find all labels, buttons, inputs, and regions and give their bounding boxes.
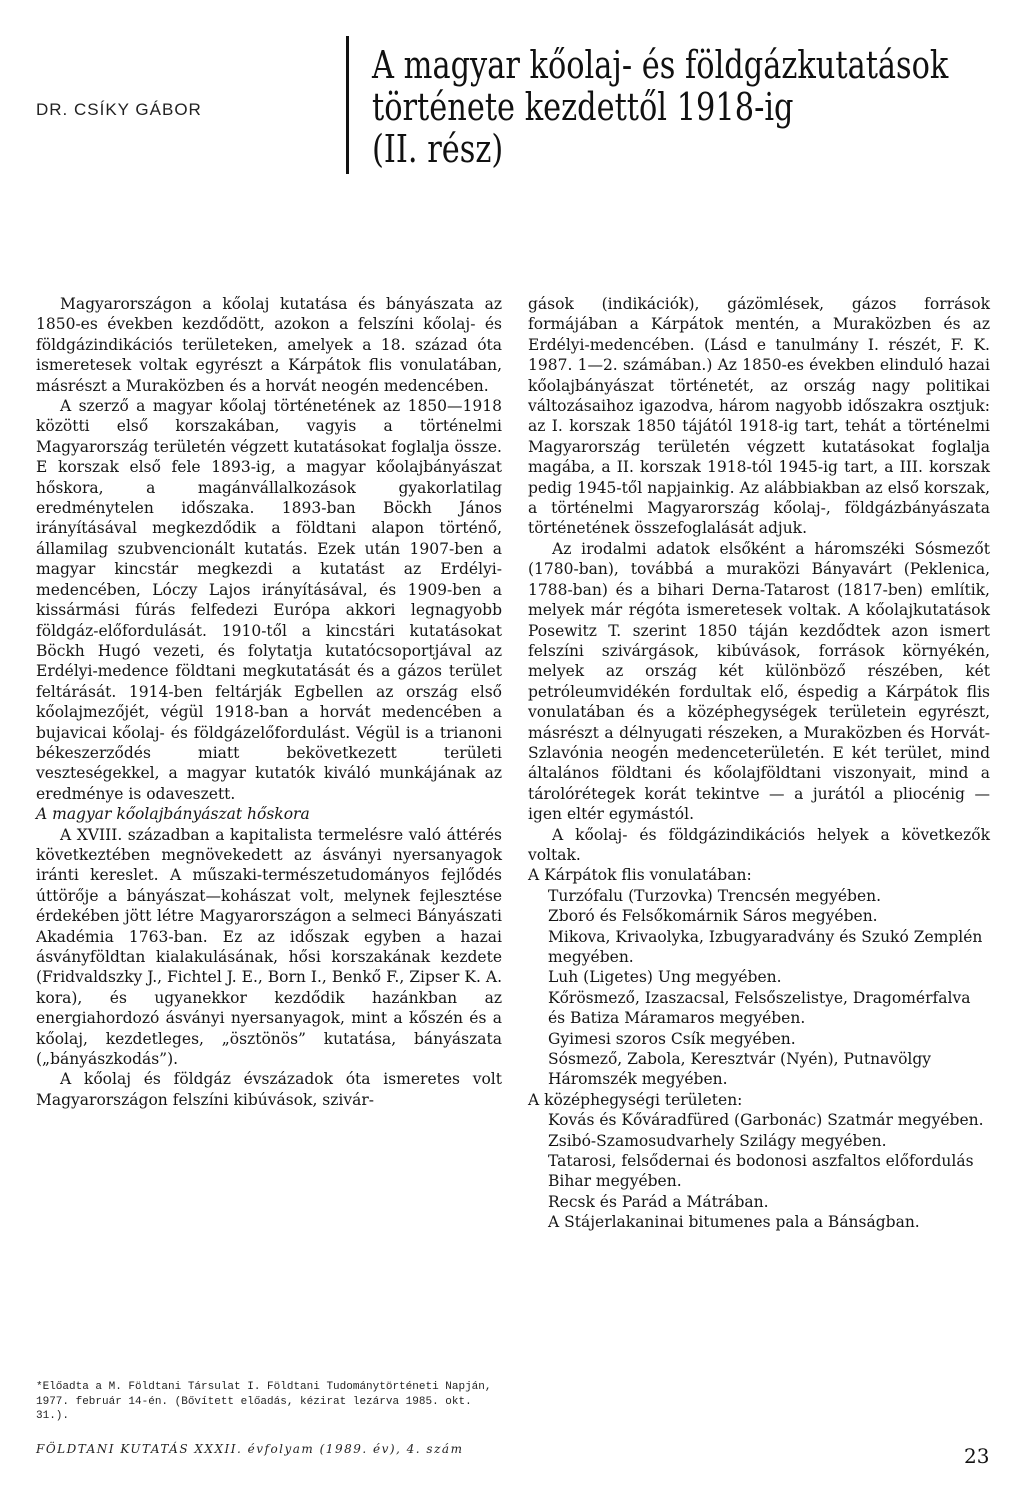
list-item: Gyimesi szoros Csík megyében.: [548, 1029, 796, 1048]
right-column: [528, 294, 990, 1233]
intro-paragraph: Magyarországon a kőolaj kutatása és bányászata az 1850-es években kezdődött, azokon a felszíni kőolaj- és földgázindikációs területeken, amelyek a 18. század óta ismeretesek voltak egyrészt a Kárpátok flis vonulatában, másrészt a Muraközben és a horvát neogén medencében.: [36, 295, 502, 395]
section-subheading: A magyar kőolajbányászat hőskora: [36, 805, 310, 824]
list-heading-midmountain: A középhegységi területen:: [528, 1090, 743, 1109]
title-line-3: (II. rész): [372, 127, 504, 171]
list-item: Luh (Ligetes) Ung megyében.: [548, 968, 782, 987]
body-paragraph: A kőolaj- és földgázindikációs helyek a következők voltak.: [528, 825, 990, 864]
page-number: 23: [964, 1444, 990, 1468]
location-list-midmountain: [528, 1110, 990, 1232]
list-item: Zboró és Felsőkomárnik Sáros megyében.: [548, 907, 878, 926]
title-line-1: A magyar kőolaj- és földgázkutatások: [372, 43, 949, 87]
left-column: [36, 294, 502, 1110]
list-item: Kovás és Kőváradfüred (Garbonác) Szatmár megyében.: [548, 1111, 984, 1130]
article-title: [372, 44, 948, 170]
journal-footer: FÖLDTANI KUTATÁS XXXII. évfolyam (1989. év), 4. szám: [36, 1442, 464, 1456]
list-heading-carpathians: A Kárpátok flis vonulatában:: [528, 866, 752, 885]
list-item: Tatarosi, felsődernai és bodonosi aszfaltos előfordulás Bihar megyében.: [548, 1152, 974, 1191]
list-item: Sósmező, Zabola, Keresztvár (Nyén), Putnavölgy Háromszék megyében.: [548, 1050, 932, 1089]
footnote: *Előadta a M. Földtani Társulat I. Földtani Tudománytörténeti Napján, 1977. február 14-én. (Bővített előadás, kézirat lezárva 1985. okt. 31.).: [36, 1381, 492, 1422]
list-item: Mikova, Krivaolyka, Izbugyaradvány és Szukó Zemplén megyében.: [548, 927, 983, 966]
body-paragraph: Az irodalmi adatok elsőként a háromszéki Sósmezőt (1780-ban), továbbá a muraközi Bányavárt (Peklenica, 1788-ban) és a bihari Derna-Tatarost (1817-ben) említik, melyek már régóta ismeretesek voltak. A kőolajkutatások Posewitz T. szerint 1850 táján kezdődtek azon ismert felszíni szivárgások, kibúvások, források környékén, melyek az ország két különböző részében, két petróleumvidékén fordultak elő, éspedig a Kárpátok flis vonulatában és a középhegységek területein egyrészt, másrészt a délnyugati részeken, a Muraközben és Horvát-Szlavónia neogén medenceterületén. E két terület, mind általános földtani és kőolajföldtani viszonyait, mind a tárolórétegek korát tekintve — a jurától a pliocénig — igen eltér egymástól.: [528, 539, 990, 824]
list-item: Kőrösmező, Izaszacsal, Felsőszelistye, Dragomérfalva és Batiza Máramaros megyében.: [548, 988, 971, 1028]
title-divider: [346, 36, 349, 174]
body-paragraph: A kőolaj és földgáz évszázadok óta ismeretes volt Magyarországon felszíni kibúvások, szivár-: [36, 1070, 502, 1109]
summary-paragraph: A szerző a magyar kőolaj történetének az 1850—1918 közötti első korszakában, vagyis a történelmi Magyarország területén végzett kutatásokat foglalja össze. E korszak első fele 1893-ig, a magyar kőolajbányászat hőskora, a magánvállalkozások gyakorlatilag eredménytelen időszaka. 1893-ban Böckh János irányításával megkezdődik a földtani alapon történő, államilag szubvencionált kutatás. Ezek után 1907-ben a magyar kincstár megkezdi a kutatást az Erdélyi-medencében, Lóczy Lajos irányításával, és 1909-ben a kissármási fúrás felfedezi Európa akkori legnagyobb földgáz-előfordulását. 1910-től a kincstári kutatásokat Böckh Hugó vezeti, és folytatja kutatócsoportjával az Erdélyi-medence földtani megkutatását és a gázos terület feltárását. 1914-ben feltárják Egbellen az ország első kőolajmezőjét, végül 1918-ban a horvát medencében a bujavicai kőolaj- és földgázelőfordulást. Végül is a trianoni békeszerződés miatt bekövetkezett területi veszteségekkel, a magyar kutatók kiváló munkájának az eredménye is odaveszett.: [36, 397, 502, 803]
list-item: Turzófalu (Turzovka) Trencsén megyében.: [548, 886, 882, 905]
list-item: A Stájerlakaninai bitumenes pala a Bánságban.: [548, 1213, 920, 1232]
title-line-2: története kezdettől 1918-ig: [372, 85, 794, 129]
body-paragraph: A XVIII. században a kapitalista termelésre való áttérés következtében megnövekedett az ásványi nyersanyagok iránti kereslet. A műszaki-természetudományos fejlődés úttörője a bányászat—kohászat volt, melynek fejlesztése érdekében jött létre Magyarországon a selmeci Bányászati Akadémia 1763-ban. Ez az időszak egyben a hazai ásványföldtan kialakulásának, hősi korszakának kezdete (Fridvaldszky J., Fichtel J. E., Born I., Benkő F., Zipser K. A. kora), és ugyanekkor kezdődik hazánkban az energiahordozó ásványi nyersanyagok, mint a kőszén és a kőolaj, kezdetleges, „ösztönös” kutatása, bányászata („bányászkodás”).: [36, 825, 502, 1069]
list-item: Zsibó-Szamosudvarhely Szilágy megyében.: [548, 1131, 887, 1150]
author-name: DR. CSÍKY GÁBOR: [36, 100, 202, 119]
body-paragraph: gások (indikációk), gázömlések, gázos források formájában a Kárpátok mentén, a Muraközben és az Erdélyi-medencében. (Lásd e tanulmány I. részét, F. K. 1987. 1—2. számában.) Az 1850-es években elinduló hazai kőolajbányászat történetét, az ország nagy politikai változásaihoz igazodva, három nagyobb időszakra osztjuk: az I. korszak 1850 tájától 1918-ig tart, tehát a történelmi Magyarország területén végzett kutatásokat foglalja magába, a II. korszak 1918-tól 1945-ig tart, a III. korszak pedig 1945-től napjainkig. Az alábbiakban az első korszak, a történelmi Magyarország kőolaj-, földgázbányászata történetének összefoglalását adjuk.: [528, 295, 990, 538]
list-item: Recsk és Parád a Mátrában.: [548, 1192, 769, 1211]
location-list-carpathians: [528, 886, 990, 1090]
